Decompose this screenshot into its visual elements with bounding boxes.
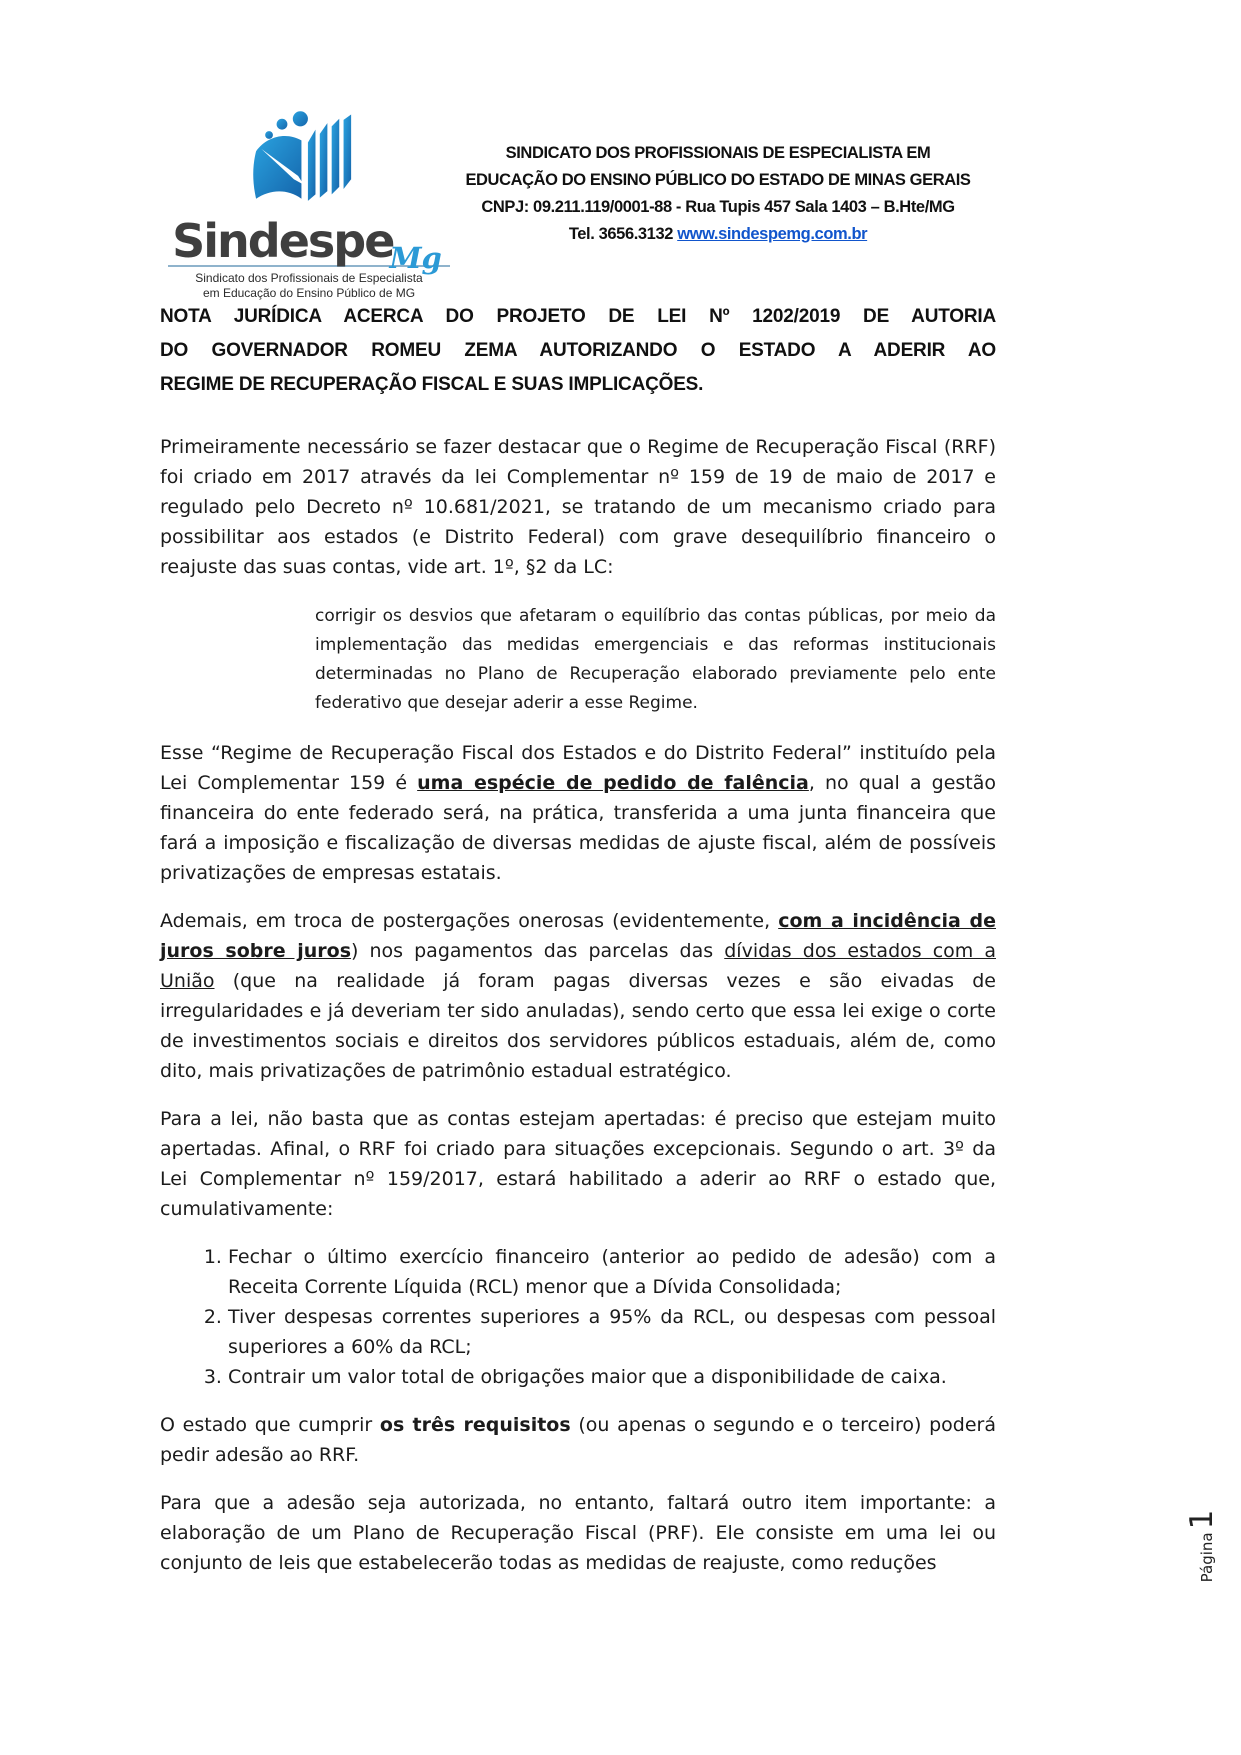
- org-contact-line: [438, 221, 998, 248]
- legal-quote: corrigir os desvios que afetaram o equilíbrio das contas públicas, por meio da implementação das medidas emergenciais e das reformas institucionais determinadas no Plano de Recuperação elaborado previamente pelo ente federativo que desejar aderir a esse Regime.: [315, 606, 996, 713]
- title-line-3: REGIME DE RECUPERAÇÃO FISCAL E SUAS IMPLICAÇÕES.: [160, 374, 704, 395]
- requirements-list: [160, 1242, 996, 1392]
- p5-rest: (ou apenas o segundo e o terceiro) poderá pedir adesão ao RRF.: [160, 1414, 997, 1466]
- paragraph-postergacoes: [160, 906, 996, 1086]
- title-line-2: DO GOVERNADOR ROMEU ZEMA AUTORIZANDO O ESTADO A ADERIR AO: [160, 340, 996, 361]
- p5-lead: O estado que cumprir: [160, 1414, 380, 1436]
- paragraph-conclusion: [160, 1410, 996, 1470]
- org-header: [438, 140, 998, 248]
- website-link[interactable]: www.sindespemg.com.br: [677, 225, 868, 243]
- org-name-line2: EDUCAÇÃO DO ENSINO PÚBLICO DO ESTADO DE MINAS GERAIS: [465, 171, 971, 189]
- brand-text: Sindespe: [172, 214, 394, 268]
- paragraph-criteria-intro: Para a lei, não basta que as contas estejam apertadas: é preciso que estejam muito apertadas. Afinal, o RRF foi criado para situações excepcionais. Segundo o art. 3º da Lei Complementar nº 159/2017, estará habilitado a aderir ao RRF o estado que, cumulativamente:: [160, 1108, 996, 1220]
- requirement-item-3: 3. Contrair um valor total de obrigações maior que a disponibilidade de caixa.: [228, 1362, 996, 1392]
- paragraph-intro: Primeiramente necessário se fazer destacar que o Regime de Recuperação Fiscal (RRF) foi criado em 2017 através da lei Complementar nº 159 de 19 de maio de 2017 e regulado pelo Decreto nº 10.681/2021, se tratando de um mecanismo criado para possibilitar aos estados (e Distrito Federal) com grave desequilíbrio financeiro o reajuste das suas contas, vide art. 1º, §2 da LC:: [160, 436, 996, 578]
- sindespe-logo: [158, 108, 460, 301]
- p3-rest: (que na realidade já foram pagas diversas vezes e são eivadas de irregularidades e já deveriam ter sido anuladas), sendo certo que essa lei exige o corte de investimentos sociais e direitos dos servidores públicos estaduais, além de, como dito, mais privatizações de patrimônio estadual estratégico.: [160, 970, 996, 1082]
- requirement-item-1: 1. Fechar o último exercício financeiro (anterior ao pedido de adesão) com a Receita Corrente Líquida (RCL) menor que a Dívida Consolidada;: [228, 1242, 996, 1302]
- tel-label: Tel. 3656.3132: [568, 225, 674, 243]
- p3-mid: ) nos pagamentos das parcelas das: [351, 940, 725, 962]
- page-number-value: 1: [1184, 1509, 1220, 1530]
- requirement-item-2: 2. Tiver despesas correntes superiores a 95% da RCL, ou despesas com pessoal superiores a 60% da RCL;: [228, 1302, 996, 1362]
- p3-lead: Ademais, em troca de postergações onerosas (evidentemente,: [160, 910, 779, 932]
- paragraph-rrf-definition: [160, 738, 996, 888]
- logo-tagline-line1: Sindicato dos Profissionais de Especialista: [195, 271, 423, 285]
- page-number: [1184, 1491, 1223, 1601]
- paragraph-prf: Para que a adesão seja autorizada, no entanto, faltará outro item importante: a elaboração de um Plano de Recuperação Fiscal (PRF). Ele consiste em uma lei ou conjunto de leis que estabelecerão todas as medidas de reajuste, como reduções: [160, 1492, 996, 1574]
- p3-underlined: dívidas dos estados com a União: [160, 940, 996, 992]
- org-cnpj-address-line: CNPJ: 09.211.119/0001-88 - Rua Tupis 457 Sala 1403 – B.Hte/MG: [481, 198, 955, 216]
- brand-wordmark: [158, 214, 460, 275]
- logo-tagline-line2: em Educação do Ensino Público de MG: [202, 286, 416, 300]
- open-book-icon: [211, 108, 407, 216]
- document-body: [160, 300, 996, 1596]
- p5-emphasis: os três requisitos: [379, 1414, 571, 1436]
- p3-emphasis: com a incidência de juros sobre juros: [160, 910, 996, 962]
- document-title: [160, 300, 996, 402]
- p2-emphasis: uma espécie de pedido de falência: [417, 772, 809, 794]
- brand-mg-script: Mg: [389, 241, 442, 275]
- page-number-label: Página: [1198, 1532, 1216, 1583]
- org-name-line1: SINDICATO DOS PROFISSIONAIS DE ESPECIALISTA EM: [505, 144, 931, 162]
- p2-lead: Esse “Regime de Recuperação Fiscal dos Estados e do Distrito Federal” instituído pela Lei Complementar 159 é: [160, 742, 996, 794]
- title-line-1: NOTA JURÍDICA ACERCA DO PROJETO DE LEI Nº 1202/2019 DE AUTORIA: [160, 306, 996, 327]
- p2-rest: , no qual a gestão financeira do ente federado será, na prática, transferida a uma junta financeira que fará a imposição e fiscalização de diversas medidas de ajuste fiscal, além de possíveis privatizações de empresas estatais.: [160, 772, 996, 884]
